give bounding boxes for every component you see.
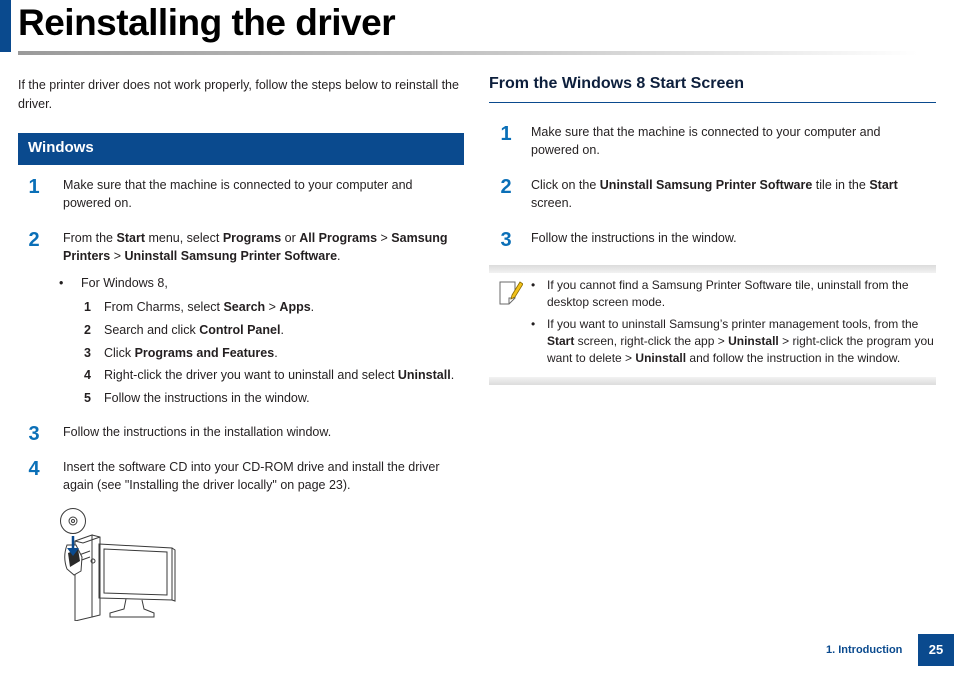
title-accent-bar [0, 0, 11, 52]
note-pencil-icon [497, 278, 523, 306]
substep-text: Follow the instructions in the window. [104, 391, 310, 405]
step-number: 2 [500, 176, 512, 198]
step-text: Insert the software CD into your CD-ROM drive and install the driver again (see "Installing the driver locally" on page 23). [63, 460, 440, 492]
note-top-border [489, 265, 936, 273]
step-text: Follow the instructions in the window. [531, 231, 737, 245]
step-number: 3 [28, 423, 40, 445]
substep-number: 1 [84, 300, 91, 314]
page-title: Reinstalling the driver [18, 2, 396, 43]
step-number: 2 [28, 229, 40, 251]
substep-number: 2 [84, 323, 91, 337]
windows8-section-heading: From the Windows 8 Start Screen [489, 75, 745, 92]
substep-text: Right-click the driver you want to uninstall and select Uninstall. [104, 368, 455, 382]
substep-number: 4 [84, 368, 91, 382]
substep-text: Search and click Control Panel. [104, 323, 284, 337]
note-box [489, 265, 936, 385]
note-bottom-border [489, 377, 936, 385]
substep-text: Click Programs and Features. [104, 346, 278, 360]
substep-number: 3 [84, 346, 91, 360]
step-text: Follow the instructions in the installation window. [63, 425, 332, 439]
step-text: Make sure that the machine is connected to your computer and powered on. [531, 125, 881, 157]
bullet-text: For Windows 8, [81, 276, 168, 290]
step-number: 1 [28, 176, 40, 198]
chapter-link[interactable]: 1. Introduction [826, 644, 903, 656]
substep-number: 5 [84, 391, 91, 405]
step-text: From the Start menu, select Programs or All Programs > Samsung Printers > Uninstall Samsung Printer Software. [63, 231, 448, 263]
step-text: Click on the Uninstall Samsung Printer Software tile in the Start screen. [531, 178, 898, 210]
step-number: 1 [500, 123, 512, 145]
cd-insert-illustration [54, 505, 176, 621]
bullet-dot: • [531, 278, 536, 292]
title-divider [18, 51, 918, 55]
note-text: If you want to uninstall Samsung’s printer management tools, from the Start screen, right-click the app > Uninstall > right-click the program you want to delete > Uninstall and follow the instruction in the window. [547, 317, 934, 365]
page-number: 25 [918, 634, 954, 666]
intro-paragraph: If the printer driver does not work properly, follow the steps below to reinstall the driver. [18, 78, 459, 111]
step-text: Make sure that the machine is connected to your computer and powered on. [63, 178, 413, 210]
step-number: 3 [500, 229, 512, 251]
windows8-heading-rule [489, 102, 936, 103]
windows-section-heading: Windows [18, 133, 464, 165]
bullet-dot: • [59, 276, 64, 290]
substep-text: From Charms, select Search > Apps. [104, 300, 315, 314]
note-text: If you cannot find a Samsung Printer Software tile, uninstall from the desktop screen mode. [547, 278, 909, 309]
step-number: 4 [28, 458, 40, 480]
bullet-dot: • [531, 317, 536, 331]
